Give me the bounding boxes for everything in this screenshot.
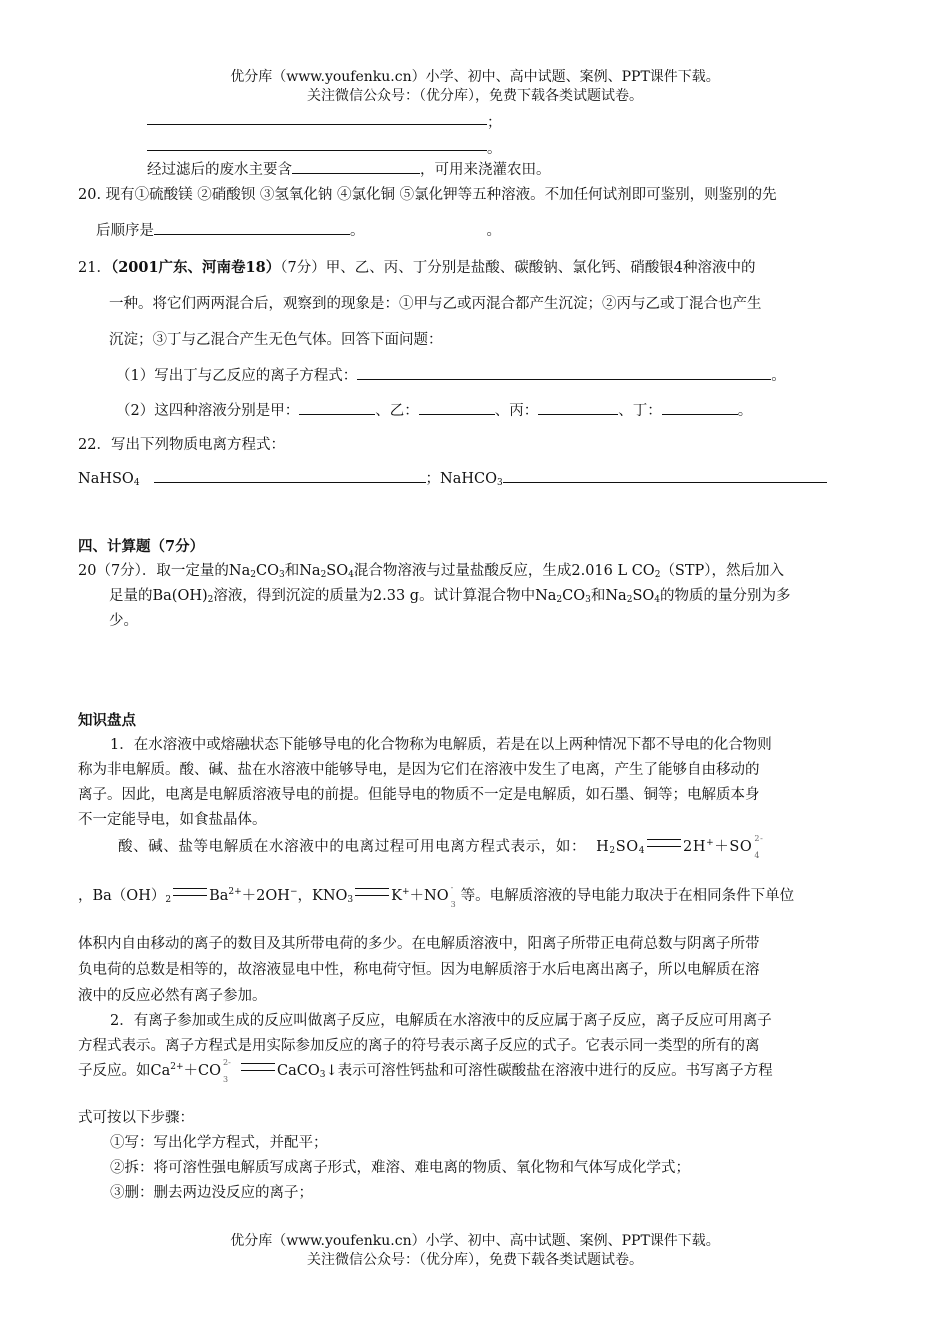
knowledge-p4-line3: 液中的反应必然有离子参加。: [78, 988, 267, 1004]
equals-sign: [241, 1063, 275, 1071]
question-21-line2: 一种。将它们两两混合后，观察到的现象是：①甲与乙或丙混合都产生沉淀；②丙与乙或丁混合也产生: [109, 296, 762, 312]
charge: 2-: [223, 1058, 231, 1067]
text: H: [596, 839, 610, 855]
subscript: 2: [207, 595, 214, 605]
answer-blank[interactable]: [662, 400, 738, 415]
text: SO: [615, 839, 639, 855]
question-21-part2: [116, 399, 752, 420]
semicolon: ；: [487, 115, 502, 131]
knowledge-p4-line2: 负电荷的总数是相等的，故溶液显电中性，称电荷守恒。因为电解质溶于水后电离出离子，所以电解质在溶: [78, 962, 760, 978]
text: CO: [562, 588, 586, 604]
knowledge-p5-line3: [78, 1058, 773, 1084]
text: （STP），然后加入: [660, 563, 785, 579]
q21-part1-label: （1）写出丁与乙反应的离子方程式：: [116, 368, 358, 384]
text: ＋SO: [714, 839, 753, 855]
subscript: 4: [348, 570, 354, 580]
text: ↓表示可溶性钙盐和可溶性碳酸盐在溶液中进行的反应。书写离子方程: [325, 1063, 773, 1079]
q21-source: （2001广东、河南卷18）: [110, 259, 281, 276]
calc-question-line1: [78, 559, 784, 580]
section-title-calc: 四、计算题（7分）: [78, 538, 205, 555]
ion-charge: [752, 834, 770, 860]
text: ，Ba（OH）: [78, 888, 166, 904]
nahco3-label: NaHCO: [440, 471, 498, 487]
knowledge-p2-line1: [118, 834, 770, 860]
knowledge-p5-line1: 2．有离子参加或生成的反应叫做离子反应，电解质在水溶液中的反应属于离子反应，离子反应可用离子: [110, 1013, 772, 1029]
ion-charge: [449, 883, 461, 909]
question-20-line2: [96, 219, 501, 240]
step-3: ③删：删去两边没反应的离子；: [110, 1185, 313, 1201]
superscript: 2+: [228, 887, 242, 897]
knowledge-p6: 式可按以下步骤：: [78, 1110, 194, 1126]
knowledge-title: 知识盘点: [78, 712, 136, 729]
question-21-line3: 沉淀；③丁与乙混合产生无色气体。回答下面问题：: [109, 332, 443, 348]
question-21-line1: [78, 256, 755, 277]
text: 和Na: [590, 588, 627, 604]
text: SO: [326, 563, 349, 579]
text: 混合物溶液与过量盐酸反应，生成2.016 L CO: [353, 563, 655, 579]
question-22-formulas: [78, 467, 827, 488]
superscript: +: [706, 838, 715, 848]
step-2: ②拆：将可溶性强电解质写成离子形式，难溶、难电离的物质、氧化物和气体写成化学式；: [110, 1160, 690, 1176]
answer-blank[interactable]: [503, 468, 827, 483]
subscript: 3: [450, 900, 456, 909]
answer-blank[interactable]: [299, 400, 375, 415]
knowledge-p5-line2: 方程式表示。离子方程式是用实际参加反应的离子的符号表示离子反应的式子。它表示同一类型的所有的离: [78, 1038, 760, 1054]
text: 足量的Ba(OH): [109, 588, 208, 604]
subscript: 2: [250, 570, 256, 580]
page-footer-line1: 优分库（www.youfenku.cn）小学、初中、高中试题、案例、PPT课件下载。: [230, 1233, 720, 1249]
text: 子反应。如Ca: [78, 1063, 171, 1079]
text: 等。电解质溶液的导电能力取决于在相同条件下单位: [460, 888, 795, 904]
waste-text-a: 经过滤后的废水主要含: [147, 162, 292, 178]
question-20-line1: 20. 现有①硫酸镁 ②硝酸钡 ③氢氧化钠 ④氯化铜 ⑤氯化钾等五种溶液。不加任何试剂即可鉴别，则鉴别的先: [78, 187, 777, 203]
q21-number: 21．: [78, 260, 111, 276]
answer-blank[interactable]: [538, 400, 618, 415]
knowledge-p1-line2: 称为非电解质。酸、碱、盐在水溶液中能够导电，是因为它们在溶液中发生了电离，产生了能够自由移动的: [78, 762, 760, 778]
answer-blank[interactable]: [147, 150, 487, 151]
nahso4-label: NaHSO: [78, 471, 134, 487]
subscript: 4: [654, 595, 660, 605]
knowledge-p1-line4: 不一定能导电，如食盐晶体。: [78, 812, 267, 828]
period: 。: [737, 403, 753, 419]
text: SO: [632, 588, 655, 604]
charge: 2-: [754, 834, 764, 843]
text: ，KNO: [297, 888, 348, 904]
waste-text-b: ，可用来浇灌农田。: [420, 162, 551, 178]
knowledge-p4-line1: 体积内自由移动的离子的数目及其所带电荷的多少。在电解质溶液中，阳离子所带正电荷总数与阴离子所带: [78, 936, 760, 952]
subscript: 4: [754, 851, 761, 860]
page-header-line1: 优分库（www.youfenku.cn）小学、初中、高中试题、案例、PPT课件下载。: [230, 69, 720, 85]
equals-sign: [647, 839, 681, 847]
answer-blank[interactable]: [147, 124, 487, 125]
subscript: 2: [654, 570, 661, 580]
text: 溶液，得到沉淀的质量为2.33 g。试计算混合物中Na: [213, 588, 557, 604]
text: ＋CO: [183, 1063, 222, 1079]
text: 20（7分）．取一定量的Na: [78, 563, 251, 579]
superscript: +: [401, 887, 410, 897]
question-22: 22．写出下列物质电离方程式：: [78, 437, 285, 453]
answer-blank[interactable]: [154, 468, 426, 483]
charge: -: [450, 883, 454, 892]
text: ＋NO: [409, 888, 449, 904]
text: CO: [256, 563, 279, 579]
knowledge-p1-line1: 1．在水溶液中或熔融状态下能够导电的化合物称为电解质，若是在以上两种情况下都不导电的化合物则: [110, 737, 772, 753]
step-1: ①写：写出化学方程式，并配平；: [110, 1135, 328, 1151]
subscript: 4: [133, 478, 140, 488]
equals-sign: [355, 888, 389, 896]
answer-blank[interactable]: [419, 400, 495, 415]
subscript: 2: [626, 595, 633, 605]
text: K: [391, 888, 402, 904]
q21-bing-label: 、丙：: [494, 403, 539, 419]
subscript: 3: [278, 570, 285, 580]
answer-blank[interactable]: [292, 159, 420, 174]
q21-ding-label: 、丁：: [618, 403, 662, 419]
subscript: 4: [638, 846, 646, 856]
answer-blank[interactable]: [357, 365, 771, 380]
text: 2H: [683, 839, 707, 855]
page-footer-line2: 关注微信公众号：（优分库），免费下载各类试题试卷。: [307, 1252, 643, 1268]
page-header-line2: 关注微信公众号：（优分库），免费下载各类试题试卷。: [307, 88, 643, 104]
subscript: 2: [165, 895, 172, 905]
q20-period2: 。: [486, 223, 501, 239]
text: 的物质的量分别为多: [660, 588, 791, 604]
subscript: 2: [320, 570, 327, 580]
calc-question-line3: 少。: [109, 613, 138, 629]
calc-question-line2: [109, 584, 791, 605]
subscript: 2: [609, 846, 616, 856]
q20-period: 。: [350, 223, 365, 239]
waste-water-line: [147, 158, 551, 179]
period: 。: [771, 368, 786, 384]
subscript: 3: [223, 1075, 229, 1084]
subscript: 3: [319, 1070, 326, 1080]
answer-blank[interactable]: [154, 220, 350, 235]
ion-charge: [221, 1058, 239, 1084]
semicolon: ；: [425, 471, 441, 487]
q20-text: 后顺序是: [96, 223, 154, 239]
equals-sign: [173, 888, 207, 896]
knowledge-p1-line3: 离子。因此，电离是电解质溶液导电的前提。但能导电的物质不一定是电解质，如石墨、铜等；电解质本身: [78, 787, 760, 803]
subscript: 3: [347, 895, 354, 905]
subscript: 2: [556, 595, 563, 605]
q21-text: （7分）甲、乙、丙、丁分别是盐酸、碳酸钠、氯化钙、硝酸银4种溶液中的: [280, 260, 756, 276]
text: ＋2OH: [241, 888, 290, 904]
knowledge-p2-line2: [78, 883, 795, 909]
subscript: 3: [497, 478, 503, 488]
subscript: 3: [585, 595, 591, 605]
text: 和Na: [284, 563, 321, 579]
text: Ba: [209, 888, 229, 904]
text: 酸、碱、盐等电解质在水溶液中的电离过程可用电离方程式表示，如：: [118, 839, 587, 855]
superscript: −: [289, 887, 298, 897]
superscript: 2+: [170, 1062, 184, 1072]
question-21-part1: [116, 364, 786, 385]
q21-yi-label: 、乙：: [375, 403, 419, 419]
text: CaCO: [277, 1063, 320, 1079]
period: 。: [487, 141, 502, 157]
q21-part2-label: （2）这四种溶液分别是甲：: [116, 403, 300, 419]
